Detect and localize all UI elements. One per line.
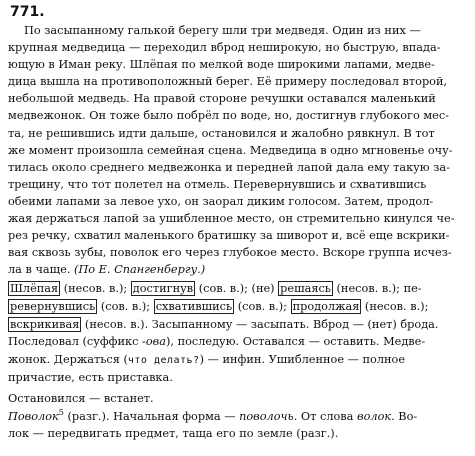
text-line: жая держаться лапой за ушибленное место, он стремительно кинулся че- <box>8 212 455 226</box>
text-line-last <box>8 261 467 278</box>
gerund-word: продолжая <box>292 300 360 313</box>
dictionary-word: Поволок <box>8 409 59 423</box>
text-line: же момент произошла семейная сцена. Медведица в одно мгновенье очу- <box>8 143 453 157</box>
analysis-text: (сов. в.); (не) <box>195 282 279 296</box>
analysis-text: (несов. в.); пе- <box>332 282 422 296</box>
dictionary-word: поволочь <box>239 409 294 423</box>
analysis-text: жонок. Держаться ( <box>8 352 128 366</box>
text-line: вая сквозь зубы, поволок его через глубокое место. Вскоре группа исчез- <box>8 246 452 260</box>
analysis-text: Последовал (суффикс <box>8 335 143 349</box>
analysis-text: (несов. в.); <box>60 282 131 296</box>
text-line: По засыпанному галькой берегу шли три медведя. Один из них — <box>24 24 421 37</box>
analysis-text: . От слова <box>293 409 357 423</box>
analysis-line <box>8 333 467 351</box>
gerund-word: ревернувшись <box>10 300 96 313</box>
exercise-number: 771. <box>10 4 45 20</box>
text-line: медвежонок. Он тоже было побрёл по воде, но, достигнув глубокого мес- <box>8 109 449 123</box>
source-attribution: (По Е. Спангенбергу.) <box>74 263 206 277</box>
analysis-line: лок — передвигать предмет, таща его по земле (разг.). <box>8 427 339 441</box>
gerund-word: Шлёпая <box>10 282 59 296</box>
gerund-word: решаясь <box>280 282 331 296</box>
text-line: рез речку, схватил маленького братишку за шиворот и, всё еще вскрики- <box>8 229 450 243</box>
analysis-line <box>8 408 467 426</box>
analysis-line: причастие, есть приставка. <box>8 371 173 385</box>
analysis-text: (несов. в.); <box>361 300 429 313</box>
suffix-text: -ова <box>142 335 166 349</box>
text-line: трещину, что тот полетел на отмель. Перевернувшись и схватившись <box>8 177 427 191</box>
analysis-line <box>8 351 467 370</box>
analysis-text: (сов. в.); <box>97 300 154 313</box>
answer-analysis <box>8 280 467 442</box>
text-line: та, не решившись идти дальше, остановился и жалобно рявкнул. В тот <box>8 126 435 140</box>
text-line: ющую в Иман реку. Шлёпая по мелкой воде широкими лапами, медве- <box>8 58 435 72</box>
analysis-line <box>8 298 467 316</box>
gerund-word: схватившись <box>155 300 233 313</box>
footnote-mark: 5 <box>58 407 64 417</box>
analysis-line: Остановился — встанет. <box>8 391 154 405</box>
analysis-text: ) — инфин. Ушибленное — полное <box>199 352 406 366</box>
text-line: тилась около среднего медвежонка и передней лапой дала ему такую за- <box>8 160 450 174</box>
analysis-text: (несов. в.). Засыпанному — засыпать. Вброд — (нет) брода. <box>81 317 439 331</box>
text-line: обеими лапами за левое ухо, он заорал диким голосом. Затем, продол- <box>8 194 434 208</box>
analysis-text: . Во- <box>391 409 418 423</box>
text-line: дица вышла на противоположный берег. Её примеру последовал второй, <box>8 75 448 89</box>
gerund-word: вскрикивая <box>10 317 80 331</box>
analysis-line <box>8 280 467 298</box>
gerund-word: достигнув <box>132 282 194 296</box>
analysis-text: (сов. в.); <box>234 300 291 313</box>
analysis-text: (разг.). Начальная форма — <box>63 409 240 423</box>
question-hint: что делать? <box>127 354 200 366</box>
exercise-text <box>8 22 467 278</box>
analysis-line <box>8 316 467 334</box>
text-line: крупная медведица — переходил вброд неширокую, но быструю, впада- <box>8 41 441 55</box>
text-line-end: ла в чаще. <box>8 263 71 277</box>
text-line: небольшой медведь. На правой стороне речушки оставался маленький <box>8 92 436 106</box>
dictionary-word: волок <box>357 409 392 423</box>
analysis-text: ), последую. Оставался — оставить. Медве- <box>165 335 426 349</box>
